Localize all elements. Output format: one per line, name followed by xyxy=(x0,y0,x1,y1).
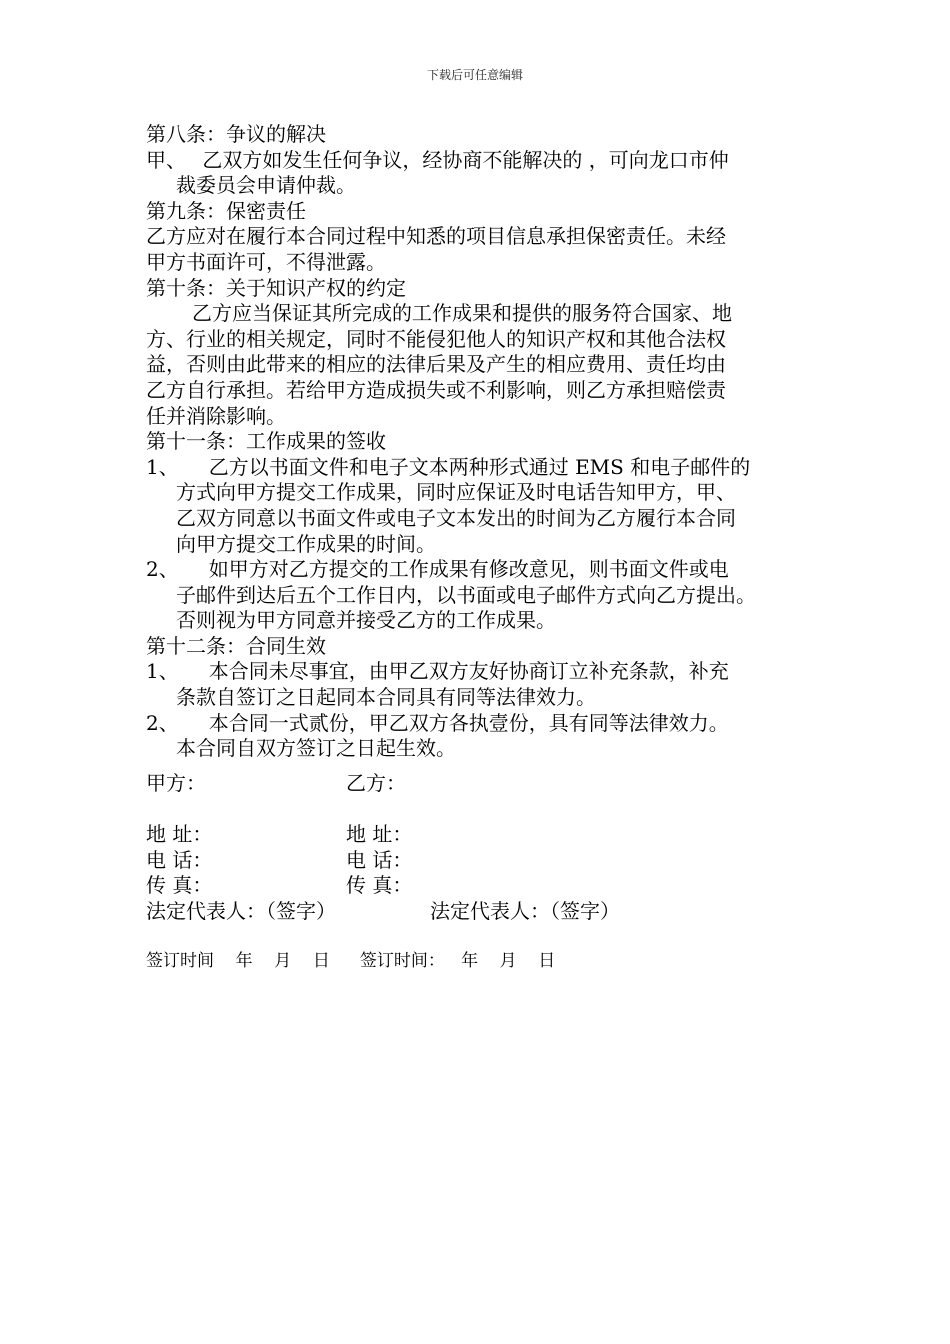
article-11-title: 第十一条：工作成果的签收 xyxy=(146,429,386,454)
party-row xyxy=(146,771,406,797)
address-b-label: 地 址： xyxy=(346,822,413,846)
signing-date-a: 签订时间 年 月 日 xyxy=(146,951,330,971)
article-10-text: 益，否则由此带来的相应的法律后果及产生的相应费用、责任均由 xyxy=(146,352,726,377)
phone-a-label: 电 话： xyxy=(146,847,213,872)
contact-rows xyxy=(146,822,620,924)
article-10-text: 方、行业的相关规定，同时不能侵犯他人的知识产权和其他合法权 xyxy=(146,326,726,351)
article-10-text: 乙方自行承担。若给甲方造成损失或不利影响，则乙方承担赔偿责 xyxy=(146,377,726,402)
article-10-text: 任并消除影响。 xyxy=(146,403,286,428)
party-b-label: 乙方： xyxy=(346,771,406,795)
article-11-item-2: 子邮件到达后五个工作日内，以书面或电子邮件方式向乙方提出。 xyxy=(176,582,756,607)
signing-date-b: 签订时间： 年 月 日 xyxy=(359,951,556,971)
header-note: 下载后可任意编辑 xyxy=(426,68,523,82)
article-11-item-1: 1、 乙方以书面文件和电子文本两种形式通过 EMS 和电子邮件的 xyxy=(146,454,751,479)
party-a-label: 甲方： xyxy=(146,771,206,795)
article-11-item-2: 否则视为甲方同意并接受乙方的工作成果。 xyxy=(176,608,556,633)
phone-b-label: 电 话： xyxy=(346,847,413,872)
fax-b-label: 传 真： xyxy=(346,873,413,898)
article-11-item-1: 向甲方提交工作成果的时间。 xyxy=(176,531,436,556)
contract-body xyxy=(146,122,818,762)
article-11-item-1: 方式向甲方提交工作成果，同时应保证及时电话告知甲方，甲、 xyxy=(176,480,736,505)
article-11-item-2: 2、 如甲方对乙方提交的工作成果有修改意见，则书面文件或电 xyxy=(146,557,729,582)
legal-rep-b-label: 法定代表人：（签字） xyxy=(430,898,620,923)
article-9-text: 乙方应对在履行本合同过程中知悉的项目信息承担保密责任。未经 xyxy=(146,224,726,249)
article-11-item-1: 乙双方同意以书面文件或电子文本发出的时间为乙方履行本合同 xyxy=(176,505,736,530)
article-12-title: 第十二条：合同生效 xyxy=(146,633,326,658)
article-12-item-1: 条款自签订之日起同本合同具有同等法律效力。 xyxy=(176,685,596,710)
fax-a-label: 传 真： xyxy=(146,873,213,898)
article-12-item-2: 2、 本合同一式贰份，甲乙双方各执壹份，具有同等法律效力。 xyxy=(146,710,729,735)
legal-rep-a-label: 法定代表人：（签字） xyxy=(146,898,336,923)
article-10-text: 乙方应当保证其所完成的工作成果和提供的服务符合国家、地 xyxy=(192,301,732,326)
address-a-label: 地 址： xyxy=(146,822,213,846)
signing-date-row xyxy=(146,946,555,971)
article-10-title: 第十条：关于知识产权的约定 xyxy=(146,275,406,300)
article-9-title: 第九条：保密责任 xyxy=(146,198,306,223)
article-8-text: 裁委员会申请仲裁。 xyxy=(176,173,356,198)
article-8-text: 甲、 乙双方如发生任何争议，经协商不能解决的 ，可向龙口市仲 xyxy=(146,147,729,172)
article-9-text: 甲方书面许可，不得泄露。 xyxy=(146,249,386,274)
article-8-title: 第八条：争议的解决 xyxy=(146,122,326,146)
article-12-item-2: 本合同自双方签订之日起生效。 xyxy=(176,736,456,761)
article-12-item-1: 1、 本合同未尽事宜，由甲乙双方友好协商订立补充条款，补充 xyxy=(146,659,729,684)
